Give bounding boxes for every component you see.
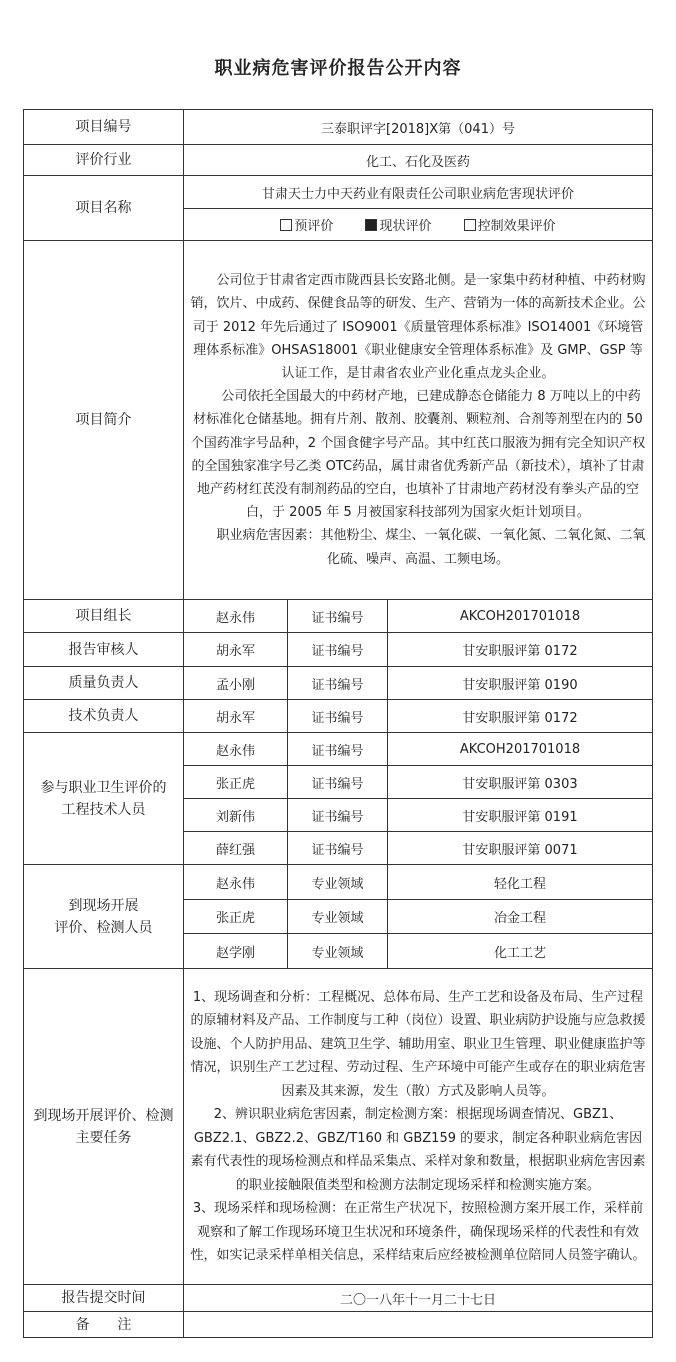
staff-row xyxy=(24,600,653,633)
engineer-cert: 甘安职服评第 0191 xyxy=(388,799,653,832)
engineers-label-line1: 参与职业卫生评价的 xyxy=(40,779,167,796)
option-pre-eval xyxy=(280,215,333,234)
option-status-eval xyxy=(365,215,431,234)
staff-field: 证书编号 xyxy=(288,633,388,667)
onsite-label-line1: 到现场开展 xyxy=(68,897,139,914)
onsite-name: 赵永伟 xyxy=(184,865,288,900)
engineers-label xyxy=(24,733,184,865)
row-project-no xyxy=(24,110,653,145)
engineer-name: 赵永伟 xyxy=(184,733,288,766)
remark-value xyxy=(184,1312,653,1338)
staff-role: 报告审核人 xyxy=(24,633,184,667)
row-intro xyxy=(24,241,653,600)
pre-eval-checkbox-icon xyxy=(280,219,292,231)
staff-role: 质量负责人 xyxy=(24,667,184,700)
control-eval-label: 控制效果评价 xyxy=(477,219,556,234)
project-no-value: 三泰职评字[2018]X第（041）号 xyxy=(184,110,653,145)
onsite-specialty: 轻化工程 xyxy=(388,865,653,900)
row-submit xyxy=(24,1285,653,1312)
staff-cert: 甘安职服评第 0172 xyxy=(388,633,653,667)
staff-cert: 甘安职服评第 0172 xyxy=(388,700,653,733)
tasks-label-line2: 主要任务 xyxy=(75,1129,132,1146)
intro-label: 项目简介 xyxy=(24,241,184,600)
report-table xyxy=(23,109,653,1338)
staff-name: 赵永伟 xyxy=(184,600,288,633)
engineer-field: 证书编号 xyxy=(288,799,388,832)
onsite-specialty: 化工工艺 xyxy=(388,934,653,969)
onsite-label xyxy=(24,865,184,969)
staff-role: 项目组长 xyxy=(24,600,184,633)
control-eval-checkbox-icon xyxy=(464,219,476,231)
engineer-cert: 甘安职服评第 0071 xyxy=(388,832,653,865)
task-item-3: 3、现场采样和现场检测：在正常生产状况下，按照检测方案开展工作，采样前观察和了解工作现场环境卫生状况和环境条件，确保现场采样的代表性和有效性，如实记录采样单相关信息，采样结束后应经被检测单位陪同人员签字确认。 xyxy=(190,1201,646,1263)
row-tasks xyxy=(24,969,653,1285)
tasks-text xyxy=(184,969,653,1285)
onsite-field: 专业领域 xyxy=(288,934,388,969)
onsite-field: 专业领域 xyxy=(288,900,388,934)
staff-name: 孟小刚 xyxy=(184,667,288,700)
onsite-label-line2: 评价、检测人员 xyxy=(54,919,153,936)
intro-paragraph-3: 职业病危害因素：其他粉尘、煤尘、一氧化碳、一氧化氮、二氧化氮、二氧化硫、噪声、高温、工频电场。 xyxy=(216,528,646,567)
engineer-name: 薛红强 xyxy=(184,832,288,865)
row-remark xyxy=(24,1312,653,1338)
staff-cert: 甘安职服评第 0190 xyxy=(388,667,653,700)
staff-cert: AKCOH201701018 xyxy=(388,600,653,633)
engineer-name: 张正虎 xyxy=(184,766,288,799)
tasks-label-line1: 到现场开展评价、检测 xyxy=(33,1107,174,1124)
engineer-cert: 甘安职服评第 0303 xyxy=(388,766,653,799)
intro-text xyxy=(184,241,653,600)
engineer-cert: AKCOH201701018 xyxy=(388,733,653,766)
submit-label: 报告提交时间 xyxy=(24,1285,184,1312)
staff-role: 技术负责人 xyxy=(24,700,184,733)
engineer-field: 证书编号 xyxy=(288,766,388,799)
intro-paragraph-2: 公司依托全国最大的中药材产地，已建成静态仓储能力 8 万吨以上的中药材标准化仓储基地。拥有片剂、散剂、胶囊剂、颗粒剂、合剂等剂型在内的 50 个国药准字号品种，2 个国食健字号产品。其中红芪口服液为拥有完全知识产权的全国独家准字号乙类 OTC药品，属甘肃省优秀新产品（新技术），填补了甘肃地产药材红芪没有制剂药品的空白，也填补了甘肃地产药材没有拳头产品的空白，于 2005 年 5 月被国家科技部列为国家火炬计划项目。 xyxy=(190,389,646,521)
engineer-name: 刘新伟 xyxy=(184,799,288,832)
submit-date: 二〇一八年十一月二十七日 xyxy=(184,1285,653,1312)
project-name-label: 项目名称 xyxy=(24,176,184,241)
engineer-field: 证书编号 xyxy=(288,832,388,865)
remark-label: 备 注 xyxy=(24,1312,184,1338)
onsite-specialty: 冶金工程 xyxy=(388,900,653,934)
staff-row xyxy=(24,633,653,667)
onsite-field: 专业领域 xyxy=(288,865,388,900)
staff-name: 胡永军 xyxy=(184,700,288,733)
task-item-2: 2、辨识职业病危害因素，制定检测方案：根据现场调查情况、GBZ1、GBZ2.1、GBZ2.2、GBZ/T160 和 GBZ159 的要求，制定各种职业病危害因素有代表性的现场检测点和样品采集点、采样对象和数量，根据职业病危害因素的职业接触限值类型和检测方法制定现场采样和检测实施方案。 xyxy=(190,1107,646,1193)
industry-label: 评价行业 xyxy=(24,145,184,176)
staff-field: 证书编号 xyxy=(288,667,388,700)
eval-type-options xyxy=(184,209,653,241)
tasks-label xyxy=(24,969,184,1285)
row-project-name xyxy=(24,176,653,209)
onsite-row xyxy=(24,865,653,900)
engineer-field: 证书编号 xyxy=(288,733,388,766)
task-item-1: 1、现场调查和分析：工程概况、总体布局、生产工艺和设备及布局、生产过程的原辅材料及产品、工作制度与工种（岗位）设置、职业病防护设施与应急救援设施、个人防护用品、建筑卫生学、辅助用室、职业卫生管理、职业健康监护等情况，识别生产工艺过程、劳动过程、生产环境中可能产生或存在的职业病危害因素及其来源，发生（散）方式及影响人员等。 xyxy=(190,989,646,1099)
engineer-row xyxy=(24,733,653,766)
staff-row xyxy=(24,667,653,700)
option-control-eval xyxy=(464,215,556,234)
intro-paragraph-1: 公司位于甘肃省定西市陇西县长安路北侧。是一家集中药材种植、中药材购销，饮片、中成药、保健食品等的研发、生产、营销为一体的高新技术企业。公司于 2012 年先后通过了 ISO9001《质量管理体系标准》ISO14001《环境管理体系标准》OHSAS18001《职业健康安全管理体系标准》及 GMP、GSP 等认证工作，是甘肃省农业产业化重点龙头企业。 xyxy=(190,273,646,381)
staff-row xyxy=(24,700,653,733)
staff-field: 证书编号 xyxy=(288,700,388,733)
page-title: 职业病危害评价报告公开内容 xyxy=(214,58,462,79)
status-eval-checkbox-icon xyxy=(365,219,377,231)
engineers-label-line2: 工程技术人员 xyxy=(61,801,146,818)
pre-eval-label: 预评价 xyxy=(294,219,334,234)
onsite-name: 赵学刚 xyxy=(184,934,288,969)
project-name-value: 甘肃天士力中天药业有限责任公司职业病危害现状评价 xyxy=(184,176,653,209)
project-no-label: 项目编号 xyxy=(24,110,184,145)
onsite-name: 张正虎 xyxy=(184,900,288,934)
row-industry xyxy=(24,145,653,176)
staff-name: 胡永军 xyxy=(184,633,288,667)
status-eval-label: 现状评价 xyxy=(379,219,432,234)
staff-field: 证书编号 xyxy=(288,600,388,633)
industry-value: 化工、石化及医药 xyxy=(184,145,653,176)
